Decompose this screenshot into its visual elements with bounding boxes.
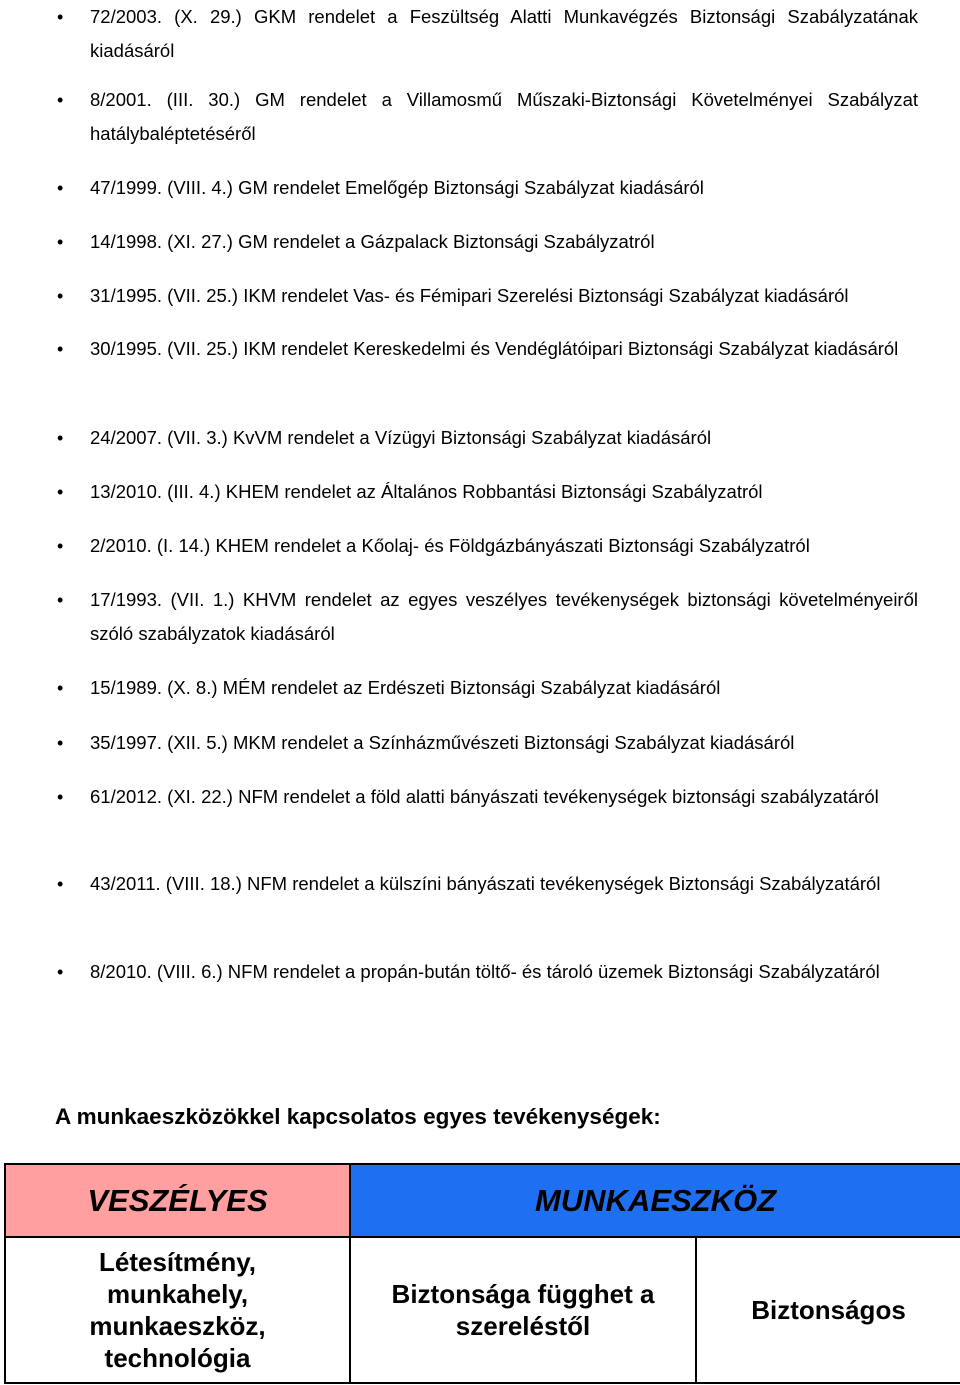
cell-safe: Biztonságos <box>696 1237 960 1383</box>
list-item: • 2/2010. (I. 14.) KHEM rendelet a Kőolaj- és Földgázbányászati Biztonsági Szabályzatról <box>90 529 918 563</box>
bullet-icon: • <box>57 590 64 610</box>
header-dangerous-label: VESZÉLYES <box>87 1182 268 1218</box>
list-item: • 61/2012. (XI. 22.) NFM rendelet a föld alatti bányászati tevékenységek biztonsági szabályzatáról <box>90 780 918 814</box>
bullet-icon: • <box>57 339 64 359</box>
header-work-equipment <box>350 1164 960 1237</box>
list-item: • 43/2011. (VIII. 18.) NFM rendelet a külszíni bányászati tevékenységek Biztonsági Szabályzatáról <box>90 867 918 901</box>
bullet-icon: • <box>57 178 64 198</box>
bullet-icon: • <box>57 536 64 556</box>
bullet-icon: • <box>57 733 64 753</box>
bullet-icon: • <box>57 232 64 252</box>
header-dangerous <box>5 1164 350 1237</box>
list-item: • 15/1989. (X. 8.) MÉM rendelet az Erdészeti Biztonsági Szabályzat kiadásáról <box>90 671 918 705</box>
bullet-icon: • <box>57 874 64 894</box>
list-item: • 35/1997. (XII. 5.) MKM rendelet a Színházművészeti Biztonsági Szabályzat kiadásáról <box>90 726 918 760</box>
cell-installation-dependent: Biztonsága függhet a szereléstől <box>350 1237 696 1383</box>
list-item: • 8/2001. (III. 30.) GM rendelet a Villamosmű Műszaki-Biztonsági Követelményei Szabályzat hatálybaléptetéséről <box>90 83 918 151</box>
section-heading: A munkaeszközökkel kapcsolatos egyes tevékenységek: <box>55 1104 661 1129</box>
bullet-icon: • <box>57 286 64 306</box>
header-work-equipment-label: MUNKAESZKÖZ <box>534 1182 777 1218</box>
list-item: • 72/2003. (X. 29.) GKM rendelet a Feszültség Alatti Munkavégzés Biztonsági Szabályzatának kiadásáról <box>90 0 918 68</box>
list-item: • 24/2007. (VII. 3.) KvVM rendelet a Vízügyi Biztonsági Szabályzat kiadásáról <box>90 421 918 455</box>
bullet-icon: • <box>57 787 64 807</box>
activity-table <box>4 1163 960 1384</box>
bullet-icon: • <box>57 90 64 110</box>
cell-facility: Létesítmény, munkahely, munkaeszköz, technológia <box>5 1237 350 1383</box>
bullet-icon: • <box>57 428 64 448</box>
bullet-icon: • <box>57 962 64 982</box>
list-item: • 13/2010. (III. 4.) KHEM rendelet az Általános Robbantási Biztonsági Szabályzatról <box>90 475 918 509</box>
bullet-icon: • <box>57 482 64 502</box>
bullet-icon: • <box>57 7 64 27</box>
list-item: • 47/1999. (VIII. 4.) GM rendelet Emelőgép Biztonsági Szabályzat kiadásáról <box>90 171 918 205</box>
list-item: • 14/1998. (XI. 27.) GM rendelet a Gázpalack Biztonsági Szabályzatról <box>90 225 918 259</box>
list-item: • 30/1995. (VII. 25.) IKM rendelet Kereskedelmi és Vendéglátóipari Biztonsági Szabályzat kiadásáról <box>90 332 918 366</box>
list-item: • 31/1995. (VII. 25.) IKM rendelet Vas- és Fémipari Szerelési Biztonsági Szabályzat kiadásáról <box>90 279 918 313</box>
list-item: • 17/1993. (VII. 1.) KHVM rendelet az egyes veszélyes tevékenységek biztonsági követelményeiről szóló szabályzatok kiadásáról <box>90 583 918 651</box>
bullet-icon: • <box>57 678 64 698</box>
list-item: • 8/2010. (VIII. 6.) NFM rendelet a propán-bután töltő- és tároló üzemek Biztonsági Szabályzatáról <box>90 955 918 989</box>
